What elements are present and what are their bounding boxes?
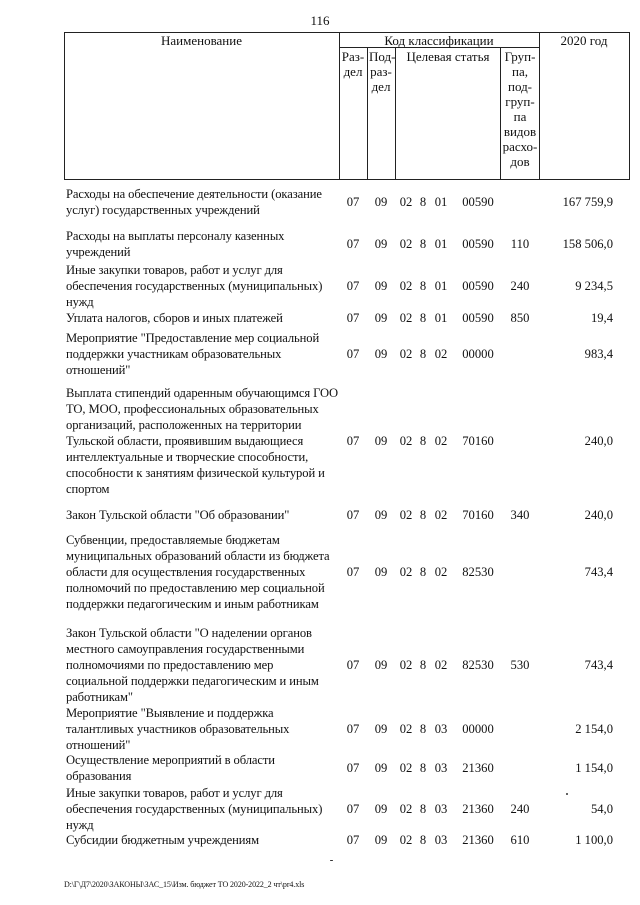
target-subprogram-cell: 8	[419, 237, 427, 251]
expense-type-cell: 850	[510, 311, 530, 325]
target-subprogram-cell: 8	[419, 658, 427, 672]
target-direction-cell: 00590	[462, 237, 494, 251]
header-divider-razdel	[367, 47, 368, 180]
row-name: Иные закупки товаров, работ и услуг для обеспечения государственных (муниципальных) нужд	[66, 786, 323, 832]
podrazdel-cell: 09	[374, 833, 388, 847]
podrazdel-cell: 09	[374, 237, 388, 251]
header-right-border	[629, 32, 630, 180]
target-program-cell: 02	[399, 565, 413, 579]
target-program-cell: 02	[399, 658, 413, 672]
header-expense-group: Груп- па, под- груп- па видов расхо- дов	[502, 49, 538, 169]
row-amount: 158 506,0	[562, 237, 613, 251]
file-path-footer: D:\Г\Д7\2020\ЗАКОНЫ\ЗАС_15\Изм. бюджет ТО 2020-2022_2 чт\pr4.xls	[64, 880, 305, 889]
target-direction-cell: 70160	[462, 508, 494, 522]
row-name: Иные закупки товаров, работ и услуг для обеспечения государственных (муниципальных) нужд	[66, 263, 323, 309]
expense-type-cell: 240	[510, 802, 530, 816]
target-subprogram-cell: 8	[419, 508, 427, 522]
podrazdel-cell: 09	[374, 195, 388, 209]
row-name: Субсидии бюджетным учреждениям	[66, 833, 259, 847]
row-name: Закон Тульской области "Об образовании"	[66, 508, 290, 522]
table-row	[0, 832, 640, 848]
header-left-border	[64, 32, 65, 180]
razdel-cell: 07	[346, 311, 360, 325]
table-row	[0, 262, 640, 310]
header-year: 2020 год	[560, 33, 608, 48]
expense-type-cell: 240	[510, 279, 530, 293]
target-program-cell: 02	[399, 311, 413, 325]
target-event-cell: 01	[434, 195, 448, 209]
target-program-cell: 02	[399, 802, 413, 816]
target-event-cell: 02	[434, 347, 448, 361]
podrazdel-cell: 09	[374, 658, 388, 672]
target-event-cell: 03	[434, 722, 448, 736]
target-event-cell: 03	[434, 761, 448, 775]
razdel-cell: 07	[346, 722, 360, 736]
row-amount: 240,0	[584, 508, 613, 522]
row-name: Расходы на обеспечение деятельности (оказание услуг) государственных учреждений	[66, 187, 322, 217]
podrazdel-cell: 09	[374, 722, 388, 736]
target-direction-cell: 21360	[462, 761, 494, 775]
expense-type-cell: 110	[510, 237, 530, 251]
podrazdel-cell: 09	[374, 565, 388, 579]
header-divider-year	[539, 32, 540, 180]
target-event-cell: 01	[434, 279, 448, 293]
row-name: Осуществление мероприятий в области образования	[66, 753, 275, 783]
target-subprogram-cell: 8	[419, 802, 427, 816]
target-direction-cell: 00000	[462, 722, 494, 736]
row-amount: 9 234,5	[575, 279, 613, 293]
target-program-cell: 02	[399, 508, 413, 522]
scan-speck	[566, 793, 568, 795]
podrazdel-cell: 09	[374, 311, 388, 325]
razdel-cell: 07	[346, 279, 360, 293]
row-amount: 983,4	[584, 347, 613, 361]
target-subprogram-cell: 8	[419, 195, 427, 209]
row-amount: 1 100,0	[575, 833, 613, 847]
row-amount: 240,0	[584, 434, 613, 448]
table-row	[0, 785, 640, 833]
target-direction-cell: 00590	[462, 311, 494, 325]
target-subprogram-cell: 8	[419, 279, 427, 293]
target-subprogram-cell: 8	[419, 761, 427, 775]
header-name: Наименование	[161, 33, 242, 48]
razdel-cell: 07	[346, 508, 360, 522]
row-amount: 2 154,0	[575, 722, 613, 736]
table-row	[0, 507, 640, 523]
header-target-article: Целевая статья	[406, 49, 490, 64]
row-amount: 743,4	[584, 658, 613, 672]
target-program-cell: 02	[399, 434, 413, 448]
table-row	[0, 385, 640, 497]
target-program-cell: 02	[399, 237, 413, 251]
razdel-cell: 07	[346, 434, 360, 448]
header-divider-name	[339, 32, 340, 180]
page-number: 116	[310, 13, 330, 28]
header-divider-podrazdel	[395, 47, 396, 180]
target-program-cell: 02	[399, 722, 413, 736]
row-name: Мероприятие "Выявление и поддержка талантливых участников образовательных отношений"	[66, 706, 290, 752]
row-amount: 19,4	[590, 311, 613, 325]
row-name: Субвенции, предоставляемые бюджетам муниципальных образований области из бюджета области для осуществления государственных полномочий по предоставлению мер социальной поддержки педагогическим и иным работникам	[66, 533, 330, 611]
razdel-cell: 07	[346, 833, 360, 847]
target-direction-cell: 82530	[462, 658, 494, 672]
row-amount: 54,0	[590, 802, 613, 816]
razdel-cell: 07	[346, 802, 360, 816]
target-event-cell: 03	[434, 802, 448, 816]
target-event-cell: 02	[434, 658, 448, 672]
target-direction-cell: 21360	[462, 833, 494, 847]
header-subsection: Под- раз- дел	[369, 49, 396, 94]
target-program-cell: 02	[399, 195, 413, 209]
podrazdel-cell: 09	[374, 279, 388, 293]
row-amount: 167 759,9	[562, 195, 613, 209]
table-row	[0, 705, 640, 753]
target-program-cell: 02	[399, 833, 413, 847]
row-name: Расходы на выплаты персоналу казенных учреждений	[66, 229, 285, 259]
target-event-cell: 03	[434, 833, 448, 847]
row-name: Уплата налогов, сборов и иных платежей	[66, 311, 283, 325]
target-event-cell: 02	[434, 508, 448, 522]
header-bottom-border	[64, 179, 630, 180]
target-event-cell: 02	[434, 565, 448, 579]
target-event-cell: 01	[434, 237, 448, 251]
razdel-cell: 07	[346, 195, 360, 209]
target-direction-cell: 70160	[462, 434, 494, 448]
header-section: Раз- дел	[341, 49, 365, 79]
table-row	[0, 310, 640, 326]
table-row	[0, 532, 640, 612]
razdel-cell: 07	[346, 237, 360, 251]
razdel-cell: 07	[346, 658, 360, 672]
table-row	[0, 330, 640, 378]
table-row	[0, 186, 640, 218]
podrazdel-cell: 09	[374, 347, 388, 361]
podrazdel-cell: 09	[374, 508, 388, 522]
expense-type-cell: 610	[510, 833, 530, 847]
target-subprogram-cell: 8	[419, 565, 427, 579]
header-classification: Код классификации	[384, 33, 494, 48]
target-subprogram-cell: 8	[419, 434, 427, 448]
podrazdel-cell: 09	[374, 802, 388, 816]
row-name: Мероприятие "Предоставление мер социальной поддержки участникам образовательных отношений"	[66, 331, 320, 377]
target-subprogram-cell: 8	[419, 833, 427, 847]
table-row	[0, 752, 640, 784]
row-name: Закон Тульской области "О наделении органов местного самоуправления государственными полномочиями по предоставлению мер социальной поддержки педагогическим и иным работникам"	[66, 626, 319, 704]
expense-type-cell: 340	[510, 508, 530, 522]
target-subprogram-cell: 8	[419, 347, 427, 361]
target-subprogram-cell: 8	[419, 311, 427, 325]
target-direction-cell: 00000	[462, 347, 494, 361]
row-amount: 743,4	[584, 565, 613, 579]
razdel-cell: 07	[346, 761, 360, 775]
podrazdel-cell: 09	[374, 761, 388, 775]
target-direction-cell: 00590	[462, 279, 494, 293]
row-name: Выплата стипендий одаренным обучающимся ГОО ТО, МОО, профессиональных образовательных организаций, расположенных на территории Тульской области, проявившим выдающиеся интеллектуальные и творческие способности, способности к занятиям физической культурой и спортом	[66, 386, 339, 496]
target-program-cell: 02	[399, 347, 413, 361]
row-amount: 1 154,0	[575, 761, 613, 775]
table-row	[0, 228, 640, 260]
expense-type-cell: 530	[510, 658, 530, 672]
target-program-cell: 02	[399, 279, 413, 293]
razdel-cell: 07	[346, 347, 360, 361]
target-direction-cell: 82530	[462, 565, 494, 579]
target-event-cell: 02	[434, 434, 448, 448]
target-direction-cell: 00590	[462, 195, 494, 209]
target-program-cell: 02	[399, 761, 413, 775]
target-event-cell: 01	[434, 311, 448, 325]
scan-speck	[330, 860, 333, 861]
razdel-cell: 07	[346, 565, 360, 579]
table-row	[0, 625, 640, 705]
target-direction-cell: 21360	[462, 802, 494, 816]
target-subprogram-cell: 8	[419, 722, 427, 736]
podrazdel-cell: 09	[374, 434, 388, 448]
